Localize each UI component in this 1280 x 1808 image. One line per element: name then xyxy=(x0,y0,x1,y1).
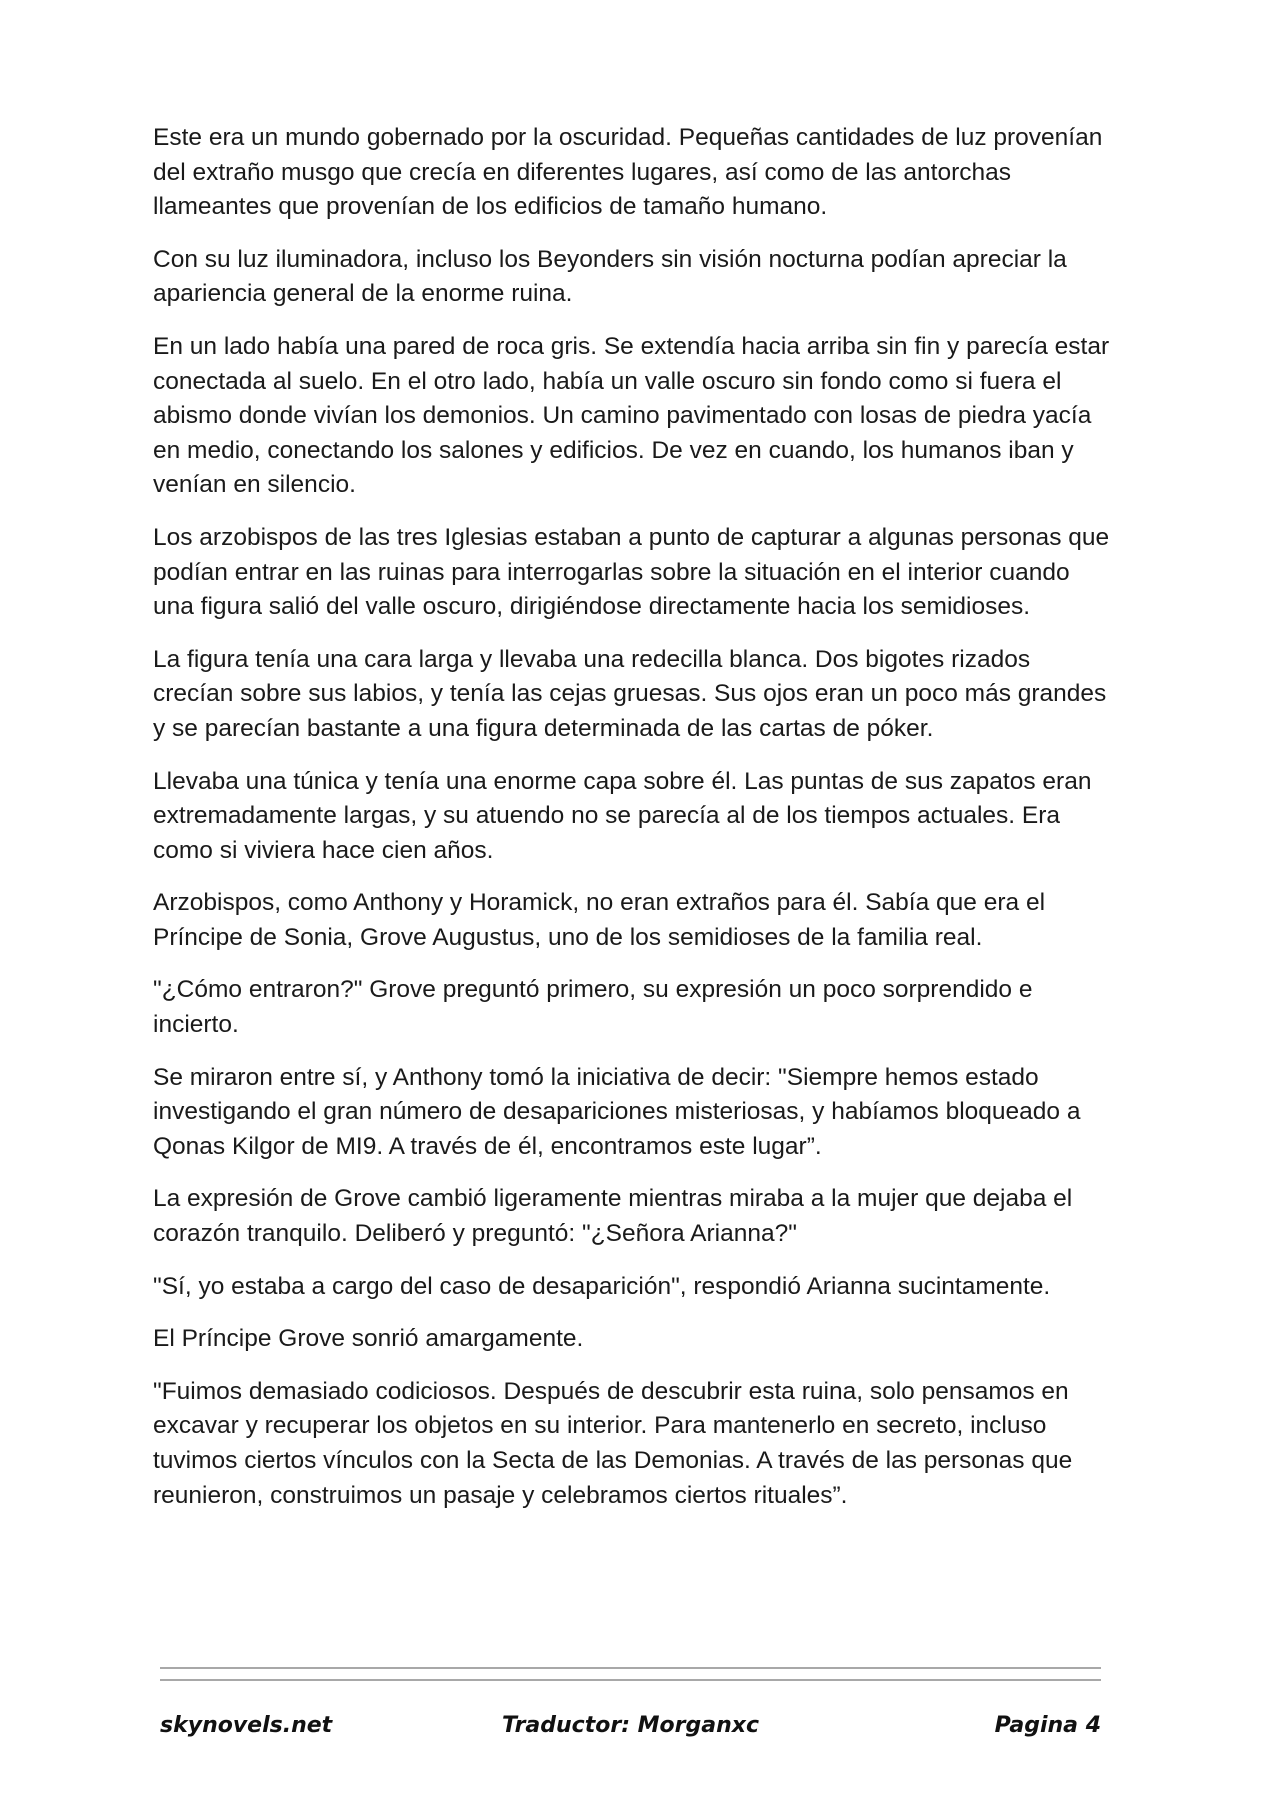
footer-site: skynovels.net xyxy=(160,1713,333,1738)
page-footer xyxy=(160,1713,1101,1745)
paragraph-1: Este era un mundo gobernado por la oscuridad. Pequeñas cantidades de luz provenían del extraño musgo que crecía en diferentes lugares, así como de las antorchas llameantes que provenían de los edificios de tamaño humano. xyxy=(153,124,1103,221)
paragraph-8: "¿Cómo entraron?" Grove preguntó primero, su expresión un poco sorprendido e incierto. xyxy=(153,976,1033,1039)
paragraph-6: Llevaba una túnica y tenía una enorme capa sobre él. Las puntas de sus zapatos eran extremadamente largas, y su atuendo no se parecía al de los tiempos actuales. Era como si viviera hace cien años. xyxy=(153,767,1092,864)
paragraph-12: El Príncipe Grove sonrió amargamente. xyxy=(153,1325,584,1353)
paragraph-7: Arzobispos, como Anthony y Horamick, no eran extraños para él. Sabía que era el Príncipe de Sonia, Grove Augustus, uno de los semidioses de la familia real. xyxy=(153,889,1046,951)
paragraph-5: La figura tenía una cara larga y llevaba una redecilla blanca. Dos bigotes rizados crecían sobre sus labios, y tenía las cejas gruesas. Sus ojos eran un poco más grandes y se parecían bastante a una figura determinada de las cartas de póker. xyxy=(153,645,1107,742)
paragraph-3: En un lado había una pared de roca gris. Se extendía hacia arriba sin fin y parecía estar conectada al suelo. En el otro lado, había un valle oscuro sin fondo como si fuera el abismo donde vivían los demonios. Un camino pavimentado con losas de piedra yacía en medio, conectando los salones y edificios. De vez en cuando, los humanos iban y venían en silencio. xyxy=(153,332,1110,499)
paragraph-2: Con su luz iluminadora, incluso los Beyonders sin visión nocturna podían apreciar la apariencia general de la enorme ruina. xyxy=(153,245,1067,308)
paragraph-10: La expresión de Grove cambió ligeramente mientras miraba a la mujer que dejaba el corazón tranquilo. Deliberó y preguntó: "¿Señora Arianna?" xyxy=(153,1185,1073,1248)
page-body xyxy=(153,121,1113,1531)
paragraph-9: Se miraron entre sí, y Anthony tomó la iniciativa de decir: "Siempre hemos estado investigando el gran número de desapariciones misteriosas, y habíamos bloqueado a Qonas Kilgor de MI9. A través de él, encontramos este lugar”. xyxy=(153,1063,1081,1160)
footer-translator: Traductor: Morganxc xyxy=(501,1713,760,1738)
footer-divider-bottom xyxy=(160,1679,1101,1681)
paragraph-13: "Fuimos demasiado codiciosos. Después de descubrir esta ruina, solo pensamos en excavar y recuperar los objetos en su interior. Para mantenerlo en secreto, incluso tuvimos ciertos vínculos con la Secta de las Demonias. A través de las personas que reunieron, construimos un pasaje y celebramos ciertos rituales”. xyxy=(153,1377,1073,1509)
paragraph-4: Los arzobispos de las tres Iglesias estaban a punto de capturar a algunas personas que podían entrar en las ruinas para interrogarlas sobre la situación en el interior cuando una figura salió del valle oscuro, dirigiéndose directamente hacia los semidioses. xyxy=(153,523,1110,621)
footer-page-number: Pagina 4 xyxy=(994,1713,1101,1738)
footer-divider-top xyxy=(160,1667,1101,1669)
paragraph-11: "Sí, yo estaba a cargo del caso de desaparición", respondió Arianna sucintamente. xyxy=(153,1272,1051,1300)
